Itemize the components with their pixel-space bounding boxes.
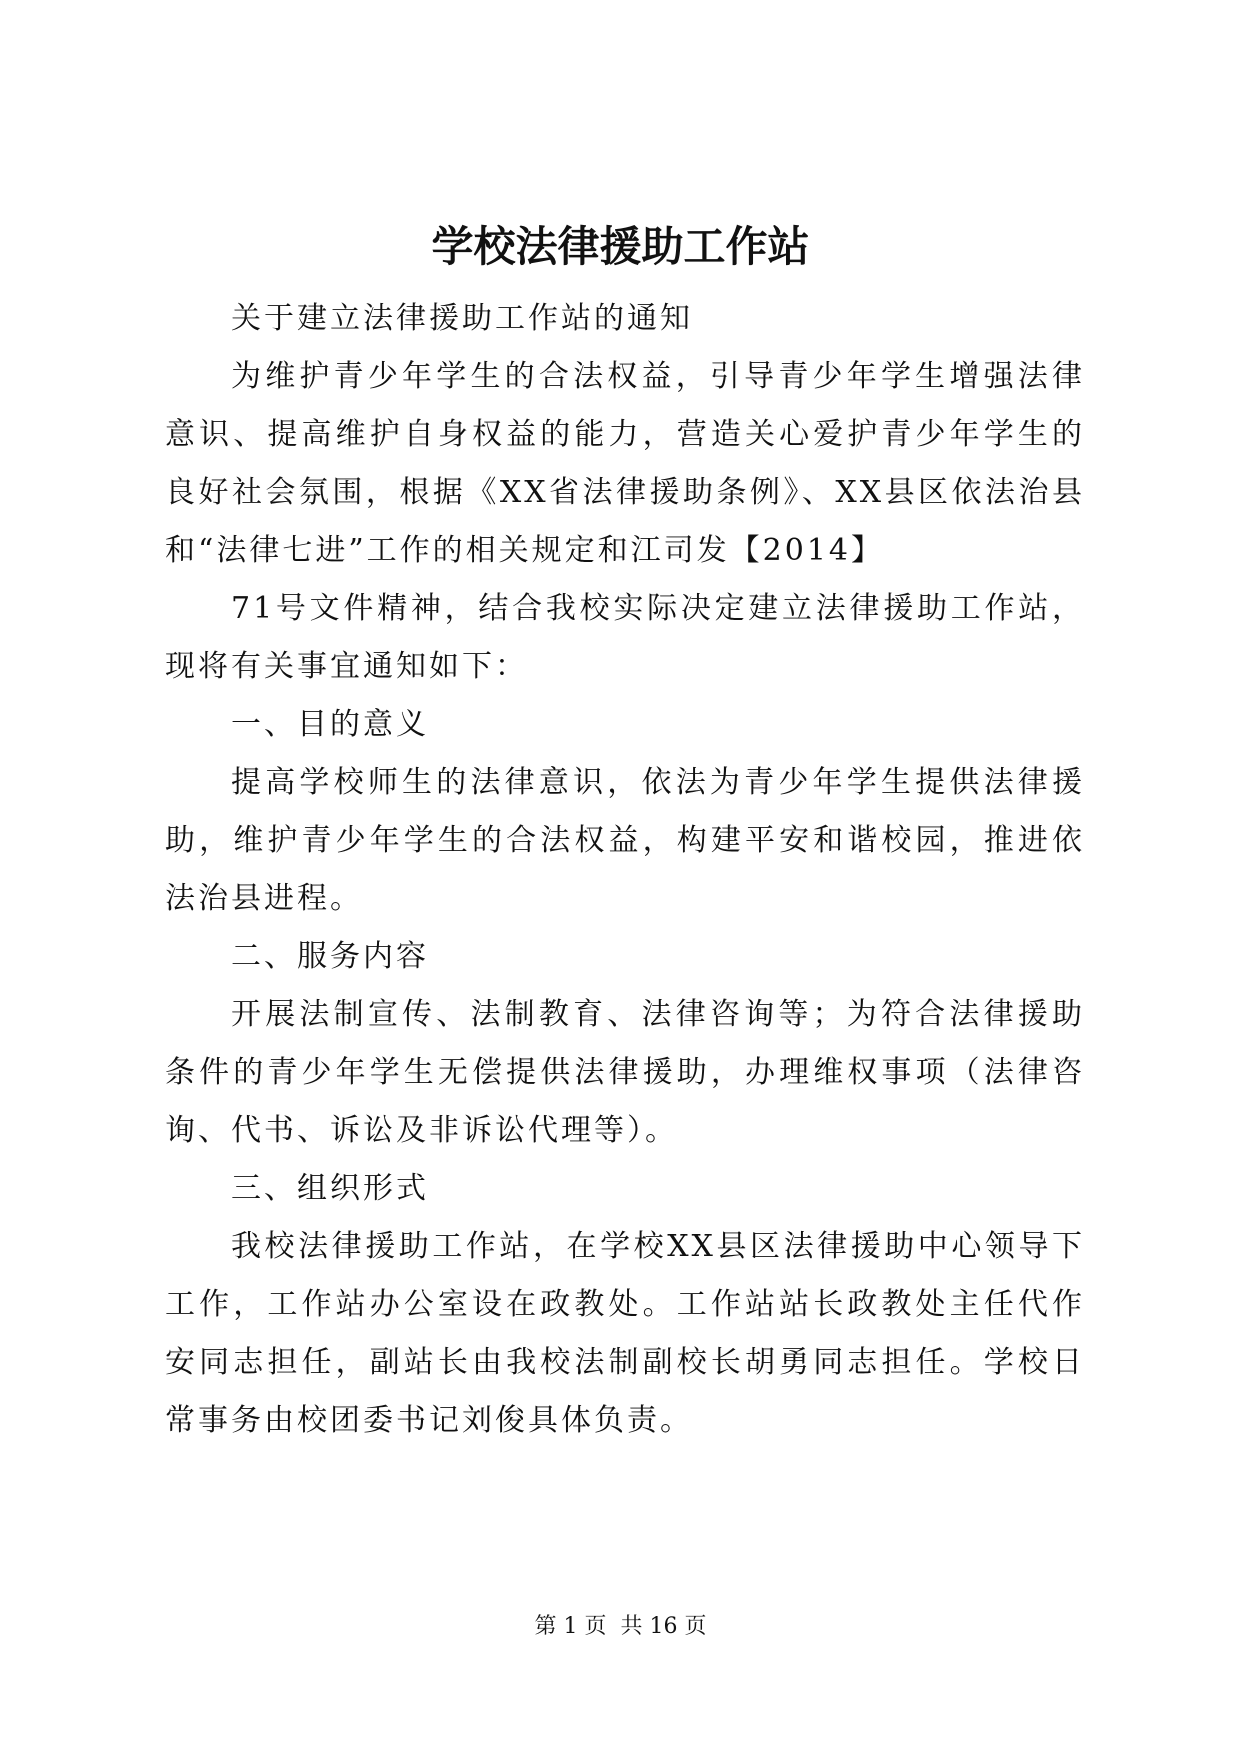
- section-heading-organization: 三、组织形式: [231, 1171, 429, 1206]
- paragraph-purpose: 提高学校师生的法律意识，依法为青少年学生提供法律援助，维护青少年学生的合法权益，构建平安和谐校园，推进依法治县进程。: [165, 765, 1085, 916]
- paragraph-organization: 我校法律援助工作站，在学校XX县区法律援助中心领导下工作，工作站办公室设在政教处。工作站站长政教处主任代作安同志担任，副站长由我校法制副校长胡勇同志担任。学校日常事务由校团委书记刘俊具体负责。: [165, 1229, 1085, 1438]
- paragraph-document-spirit: 71号文件精神，结合我校实际决定建立法律援助工作站，现将有关事宜通知如下：: [165, 591, 1085, 684]
- section-heading-purpose: 一、目的意义: [231, 707, 429, 742]
- section-heading-services: 二、服务内容: [231, 939, 429, 974]
- page-footer: [0, 1612, 1241, 1642]
- page-number-label: 第 1 页 共 16 页: [534, 1614, 707, 1639]
- paragraph-services: 开展法制宣传、法制教育、法律咨询等；为符合法律援助条件的青少年学生无偿提供法律援助，办理维权事项（法律咨询、代书、诉讼及非诉讼代理等）。: [165, 997, 1085, 1148]
- document-title: 学校法律援助工作站: [431, 222, 810, 271]
- notice-heading: 关于建立法律援助工作站的通知: [231, 301, 693, 336]
- document-body: [165, 290, 1085, 1450]
- paragraph-purpose-intro: 为维护青少年学生的合法权益，引导青少年学生增强法律意识、提高维护自身权益的能力，营造关心爱护青少年学生的良好社会氛围，根据《XX省法律援助条例》、XX县区依法治县和“法律七进”工作的相关规定和江司发【2014】: [165, 359, 1085, 568]
